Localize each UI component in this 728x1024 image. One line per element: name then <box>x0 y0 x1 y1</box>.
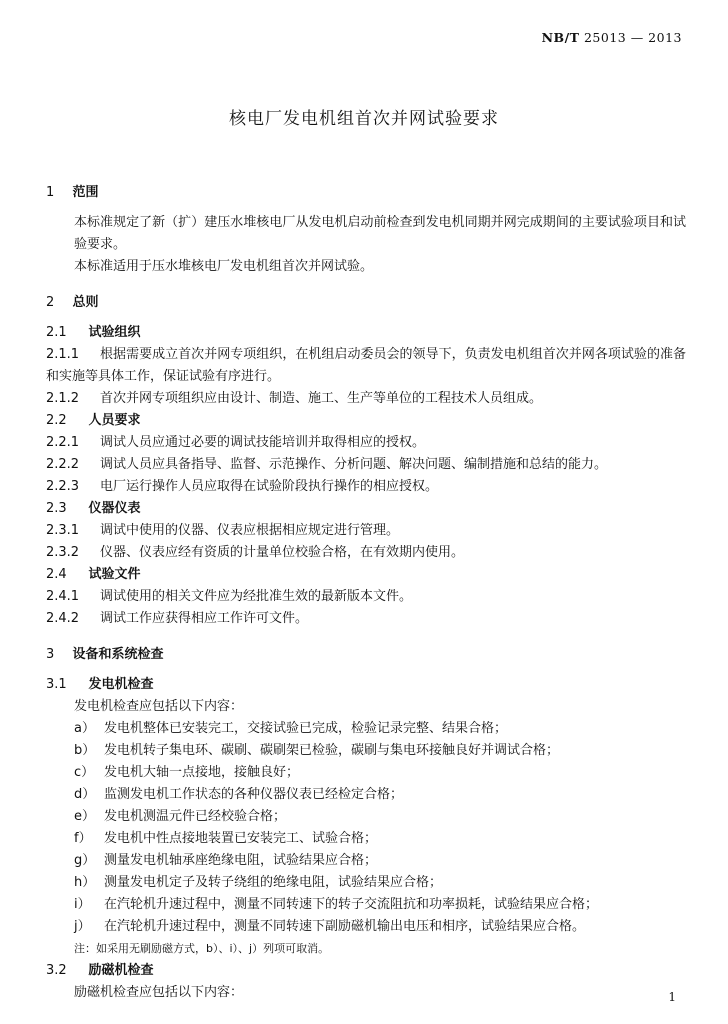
list-item: e） 发电机测温元件已经校验合格； <box>74 809 287 824</box>
document-title: 核电厂发电机组首次并网试验要求 <box>229 109 499 129</box>
clause-2-2-1: 2.2.1 调试人员应通过必要的调试技能培训并取得相应的授权。 <box>46 435 426 450</box>
section-2-heading: 2 总则 <box>46 295 99 310</box>
section-1-paragraph-1: 本标准规定了新（扩）建压水堆核电厂从发电机启动前检查到发电机同期并网完成期间的主要试验项目和试验要求。 <box>74 215 686 252</box>
list-item: j） 在汽轮机升速过程中，测量不同转速下副励磁机输出电压和相序，试验结果应合格。 <box>74 919 586 934</box>
section-1-paragraph-2: 本标准适用于压水堆核电厂发电机组首次并网试验。 <box>74 259 374 274</box>
list-item: g） 测量发电机轴承座绝缘电阻，试验结果应合格； <box>74 853 378 868</box>
list-item: i） 在汽轮机升速过程中，测量不同转速下的转子交流阻抗和功率损耗，试验结果应合格； <box>74 897 599 912</box>
list-item: d） 监测发电机工作状态的各种仪器仪表已经检定合格； <box>74 787 404 802</box>
clause-2-4-2: 2.4.2 调试工作应获得相应工作许可文件。 <box>46 611 309 626</box>
section-2-4-heading: 2.4 试验文件 <box>46 567 141 582</box>
list-item: c） 发电机大轴一点接地，接触良好； <box>74 765 300 780</box>
section-3-heading: 3 设备和系统检查 <box>46 647 164 662</box>
section-3-1-intro: 发电机检查应包括以下内容： <box>74 699 244 714</box>
section-3-2-heading: 3.2 励磁机检查 <box>46 963 154 978</box>
document-body <box>46 176 686 1004</box>
standard-code: NB/T <box>541 30 580 45</box>
list-item: f） 发电机中性点接地装置已安装完工、试验合格； <box>74 831 378 846</box>
section-3-1-heading: 3.1 发电机检查 <box>46 677 154 692</box>
page-number: 1 <box>668 990 676 1004</box>
clause-2-3-1: 2.3.1 调试中使用的仪器、仪表应根据相应规定进行管理。 <box>46 523 400 538</box>
section-1-heading: 1 范围 <box>46 185 99 200</box>
section-2-1-heading: 2.1 试验组织 <box>46 325 141 340</box>
standard-number-header <box>542 30 682 45</box>
section-2-2-heading: 2.2 人员要求 <box>46 413 141 428</box>
section-2-3-heading: 2.3 仪器仪表 <box>46 501 141 516</box>
section-3-1-note: 注：如采用无刷励磁方式，b）、i）、j）列项可取消。 <box>74 942 330 955</box>
section-3-2-intro: 励磁机检查应包括以下内容： <box>74 985 244 1000</box>
list-item: b） 发电机转子集电环、碳刷、碳刷架已检验，碳刷与集电环接触良好并调试合格； <box>74 743 560 758</box>
standard-year: 25013 — 2013 <box>583 30 682 45</box>
list-item: h） 测量发电机定子及转子绕组的绝缘电阻，试验结果应合格； <box>74 875 443 890</box>
clause-2-3-2: 2.3.2 仪器、仪表应经有资质的计量单位校验合格，在有效期内使用。 <box>46 545 465 560</box>
list-item: a） 发电机整体已安装完工，交接试验已完成，检验记录完整、结果合格； <box>74 721 508 736</box>
clause-2-4-1: 2.4.1 调试使用的相关文件应为经批准生效的最新版本文件。 <box>46 589 413 604</box>
clause-2-2-2: 2.2.2 调试人员应具备指导、监督、示范操作、分析问题、解决问题、编制措施和总结的能力。 <box>46 457 608 472</box>
clause-2-1-1: 2.1.1 根据需要成立首次并网专项组织，在机组启动委员会的领导下，负责发电机组首次并网各项试验的准备和实施等具体工作，保证试验有序进行。 <box>46 347 686 384</box>
clause-2-1-2: 2.1.2 首次并网专项组织应由设计、制造、施工、生产等单位的工程技术人员组成。 <box>46 391 543 406</box>
clause-2-2-3: 2.2.3 电厂运行操作人员应取得在试验阶段执行操作的相应授权。 <box>46 479 439 494</box>
